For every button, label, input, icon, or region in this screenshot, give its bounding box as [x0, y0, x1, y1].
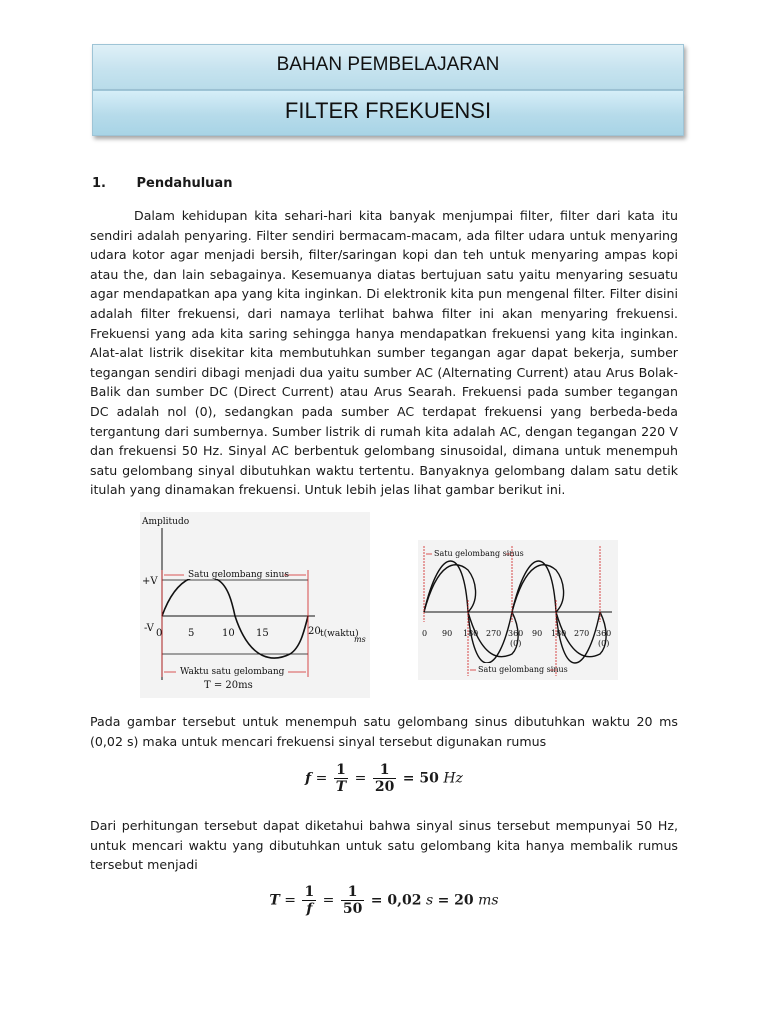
intro-paragraph: Dalam kehidupan kita sehari-hari kita banyak menjumpai filter, filter dari kata itu sendiri adalah penyaring. Filter sendiri bermacam-macam, ada filter udara untuk menyaring udara kotor agar menjadi bersih, filter/saringan kopi dan teh untuk menyaring ampas kopi atau the, dan lain sebagainya. Kesemuanya diatas bertujuan satu yaitu menyaring sesuatu agar mendapatkan apa yang kita inginkan. Di elektronik kita pun mengenal filter. Filter disini adalah filter frekuensi, dari namaya terlihat bahwa filter ini akan menyaring frekuensi. Frekuensi yang ada kita saring sehingga hanya mendapatkan frekuensi yang kita inginkan. Alat-alat listrik disekitar kita membutuhkan sumber tegangan agar dapat bekerja, sumber tegangan sendiri dibagi menjadi dua yaitu sumber AC (Alternating Current) atau Arus Bolak-Balik dan sumber DC (Direct Current) atau Arus Searah. Frekuensi pada sumber tegangan DC adalah nol (0), sedangkan pada sumber AC terdapat frekuensi yang berbeda-beda tergantung dari sumbernya. Sumber listrik di rumah kita adalah AC, dengan tegangan 220 V dan frekuensi 50 Hz. Sinyal AC berbentuk gelombang sinusoidal, dimana untuk menempuh satu gelombang sinyal dibutuhkan waktu tertentu. Banyaknya gelombang dalam satu detik itulah yang dinamakan frekuensi. Untuk lebih jelas lihat gambar berikut ini.: [90, 208, 678, 498]
formula2-den-2: 50: [342, 901, 363, 917]
body-paragraph-3: Dari perhitungan tersebut dapat diketahui bahwa sinyal sinus tersebut mempunyai 50 Hz, untuk mencari waktu yang dibutuhkan untuk satu gelombang kita hanya membalik rumus tersebut menjadi: [90, 818, 678, 873]
right-bottom-annotation: Satu gelombang sinus: [478, 665, 568, 674]
neg-v-label: -V: [144, 623, 154, 634]
period-formula: [0, 884, 768, 917]
amplitude-label: Amplitudo: [142, 517, 190, 527]
formula2-unit-2: ms: [478, 892, 499, 909]
formula2-fraction-1: [302, 884, 316, 917]
period-label: T = 20ms: [204, 680, 253, 691]
right-subtick-a: (0): [510, 639, 522, 648]
section-number: 1.: [92, 176, 106, 191]
formula2-lhs: T: [269, 892, 280, 909]
section-title: Pendahuluan: [136, 176, 233, 191]
tick-5: 5: [188, 628, 195, 639]
formula1-eq: =: [315, 770, 328, 787]
body-paragraph-2: Pada gambar tersebut untuk menempuh satu gelombang sinus dibutuhkan waktu 20 ms (0,02 s) maka untuk mencari frekuensi sinyal tersebut digunakan rumus: [90, 714, 678, 749]
formula1-num-1: 1: [334, 762, 348, 779]
right-tick-180: 180: [463, 629, 479, 638]
tick-10: 10: [222, 628, 235, 639]
formula1-fraction-2: [373, 762, 396, 795]
x-axis-unit: ms: [354, 635, 366, 644]
formula2-num-1: 1: [304, 884, 315, 900]
formula1-unit: Hz: [443, 770, 463, 787]
formula1-num-2: 1: [373, 762, 396, 779]
bottom-annotation: Waktu satu gelombang: [180, 667, 285, 677]
formula2-unit-1: s: [425, 892, 434, 909]
formula2-mid: = 20: [437, 892, 474, 909]
formula1-lhs: f: [305, 770, 312, 787]
formula1-eq-2: =: [354, 770, 367, 787]
formula2-num-2: 1: [341, 884, 364, 901]
sine-wave-figure-left: [140, 512, 370, 698]
frequency-formula: [0, 762, 768, 795]
formula1-fraction-1: [334, 762, 348, 795]
x-axis-label: t(waktu): [320, 629, 359, 639]
formula2-den-1: f: [306, 901, 313, 917]
header-subtitle-banner: [92, 90, 684, 136]
pos-v-label: +V: [142, 576, 158, 587]
header-title: BAHAN PEMBELAJARAN: [276, 54, 500, 75]
right-subtick-b: (0): [598, 639, 610, 648]
formula1-result: = 50: [402, 770, 439, 787]
tick-15: 15: [256, 628, 269, 639]
right-tick-0: 0: [422, 629, 428, 638]
formula1-den-1: T: [335, 779, 347, 795]
right-tick-180b: 180: [551, 629, 567, 638]
tick-0: 0: [156, 628, 163, 639]
sine-wave-figure-right: [418, 540, 618, 680]
header-subtitle: FILTER FREKUENSI: [284, 98, 492, 123]
right-tick-90: 90: [442, 629, 453, 638]
tick-20: 20: [308, 626, 321, 637]
section-heading: [92, 176, 232, 191]
right-tick-360b: 360: [596, 629, 612, 638]
header-title-banner: [92, 44, 684, 90]
formula2-eq-2: =: [322, 892, 335, 909]
formula1-den-2: 20: [374, 779, 395, 795]
right-top-annotation: Satu gelombang sinus: [434, 549, 524, 558]
right-tick-270: 270: [486, 629, 502, 638]
formula2-result: = 0,02: [370, 892, 422, 909]
right-tick-270b: 270: [574, 629, 590, 638]
right-tick-360: 360: [508, 629, 524, 638]
right-tick-90b: 90: [532, 629, 543, 638]
top-annotation: Satu gelombang sinus: [188, 570, 289, 580]
formula2-eq: =: [284, 892, 296, 909]
formula2-fraction-2: [341, 884, 364, 917]
